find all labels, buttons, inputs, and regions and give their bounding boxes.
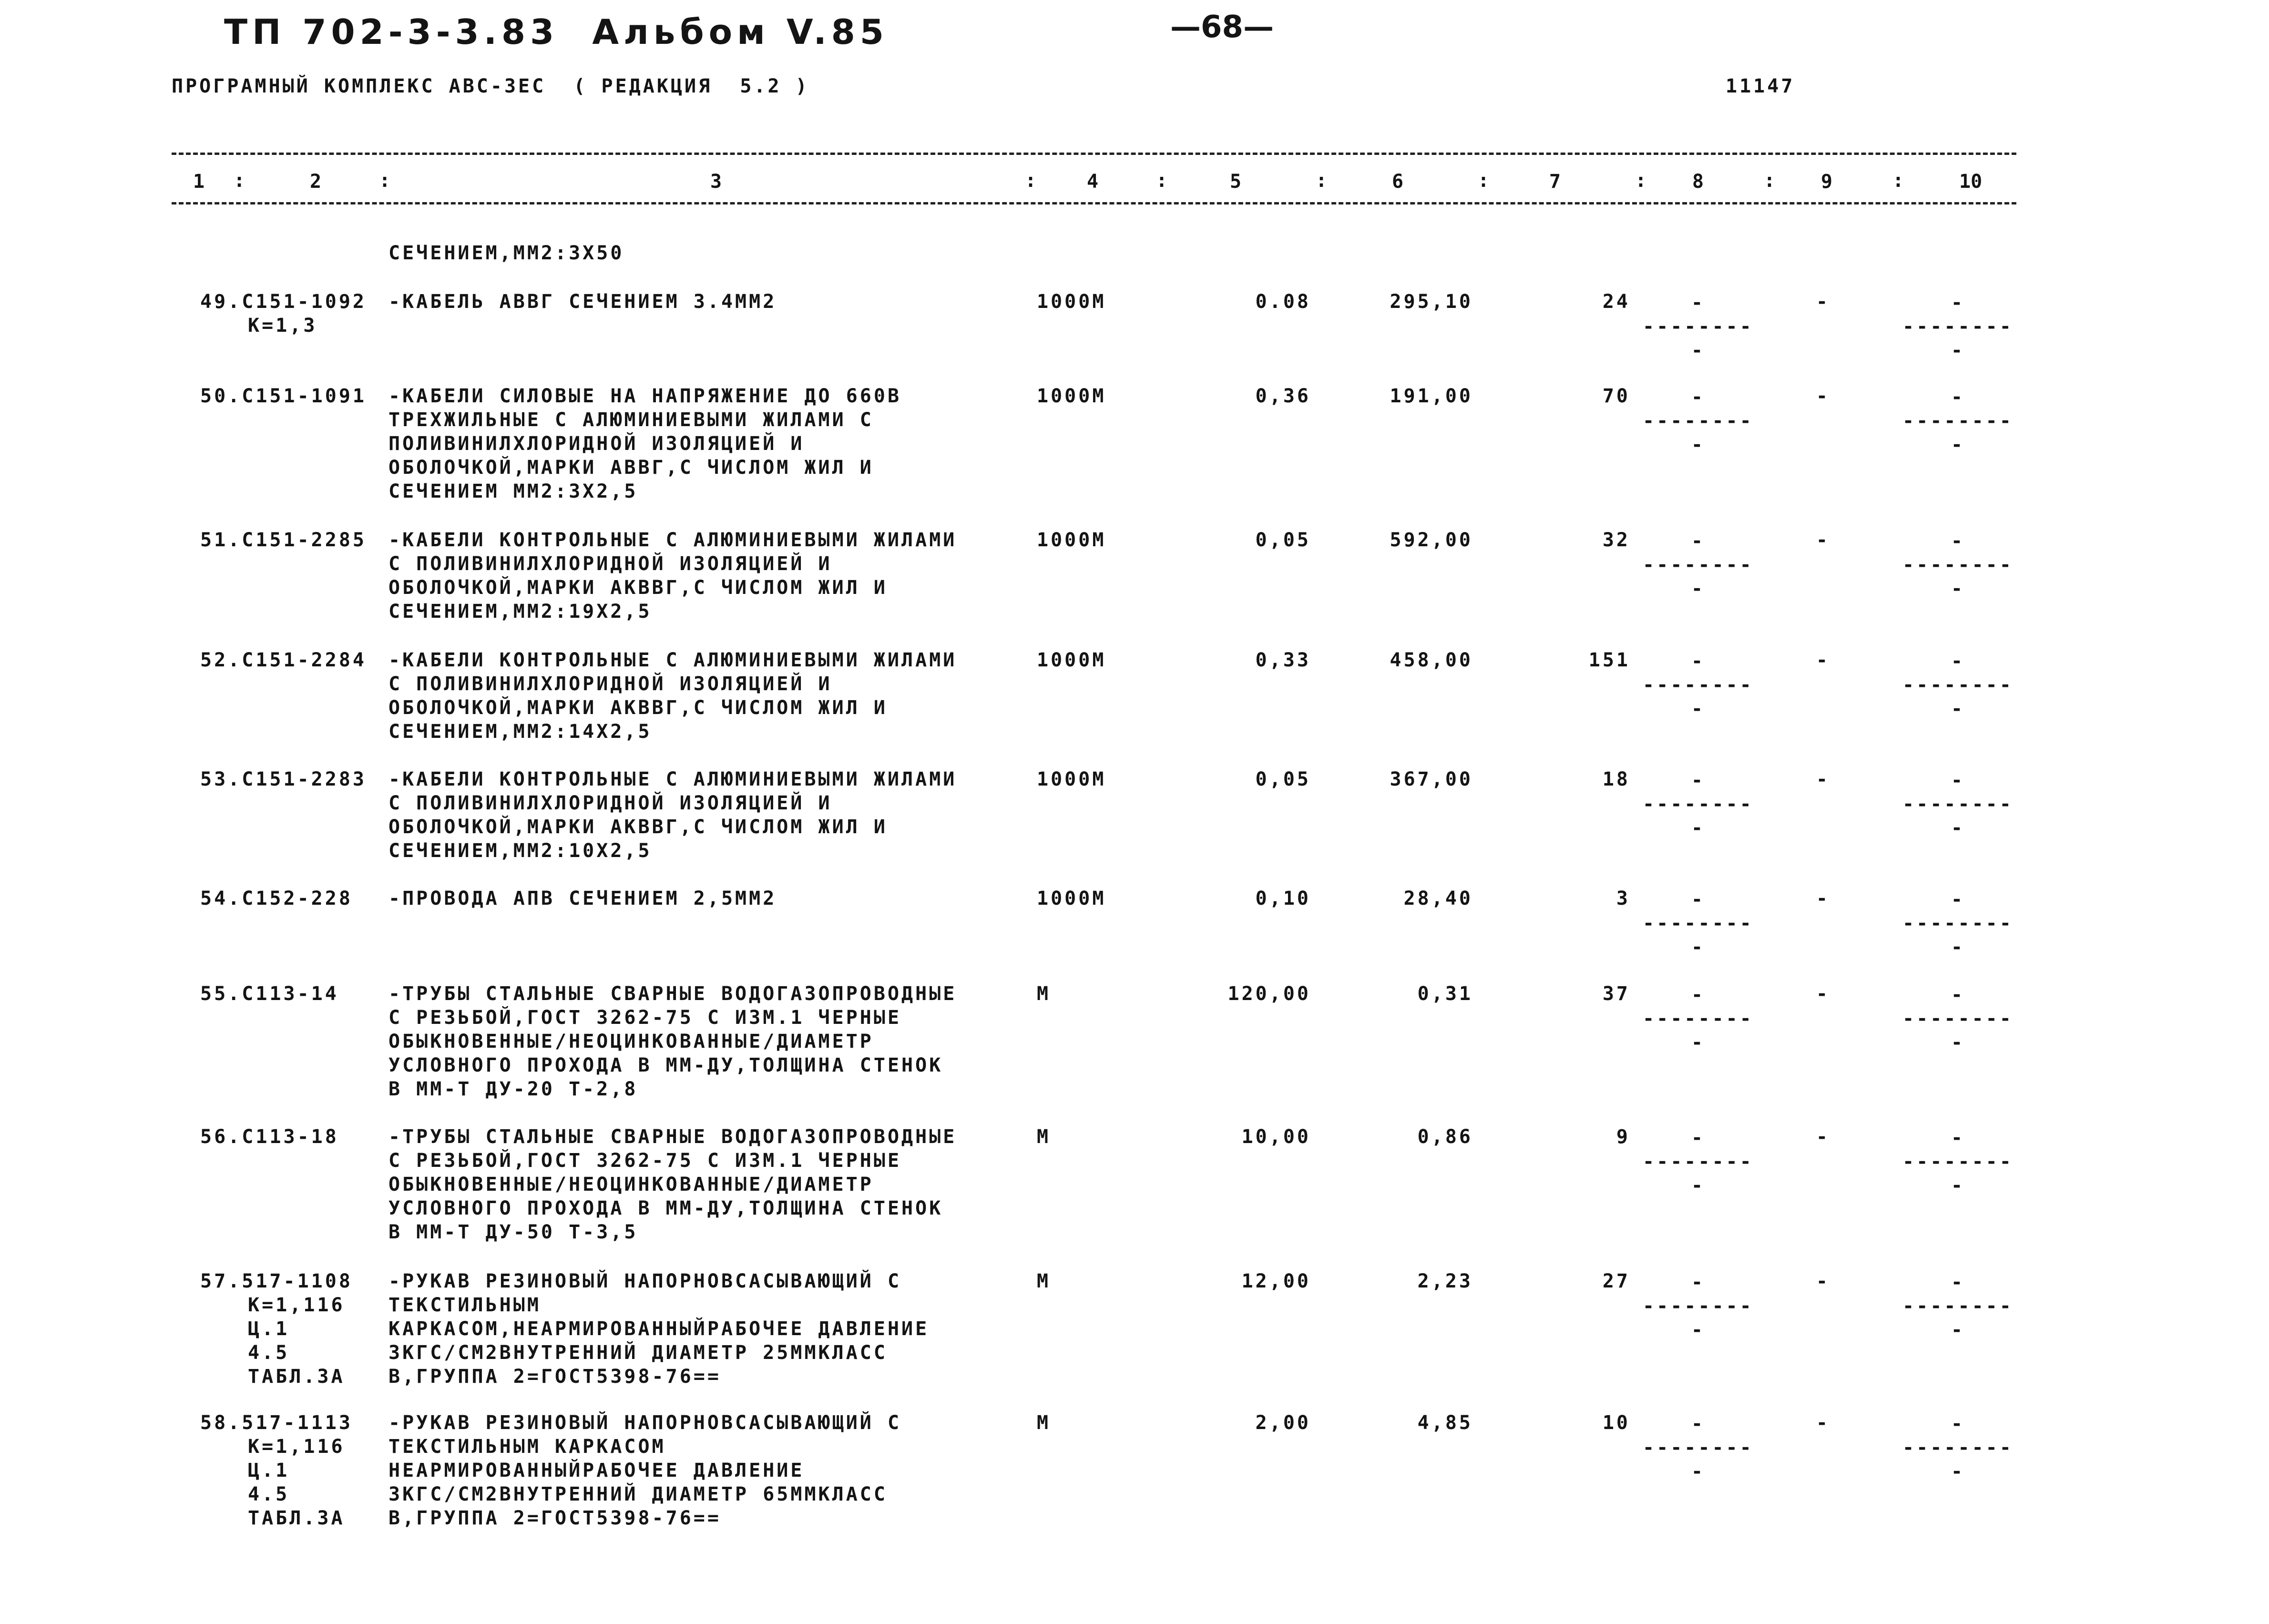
row-description: [388, 649, 957, 745]
description-line: ПОЛИВИНИЛХЛОРИДНОЙ ИЗОЛЯЦИЕЙ И: [388, 433, 805, 455]
fraction-bar: --------: [1902, 1295, 2013, 1317]
unit-cell: 1000М: [1037, 888, 1106, 909]
unit-price-cell: 191,00: [1390, 385, 1473, 407]
description-line: ТЕКСТИЛЬНЫМ: [388, 1294, 541, 1316]
col8-fraction: [1640, 983, 1757, 1054]
unit-price-cell: 367,00: [1390, 768, 1473, 790]
coefficient-line: 4.5: [248, 1342, 290, 1364]
coefficient-line: ТАБЛ.3А: [248, 1507, 345, 1529]
position-code: 54.С152-228: [200, 888, 353, 909]
fraction-bar: --------: [1902, 674, 2013, 696]
description-line: С РЕЗЬБОЙ,ГОСТ 3262-75 С ИЗМ.1 ЧЕРНЫЕ: [388, 1007, 902, 1029]
quantity-cell: 0,33: [1255, 649, 1311, 671]
description-line: НЕАРМИРОВАННЫЙРАБОЧЕЕ ДАВЛЕНИЕ: [388, 1460, 805, 1481]
row-code: [200, 649, 367, 673]
unit-cell: М: [1037, 1270, 1051, 1292]
unit-cell: 1000М: [1037, 529, 1106, 551]
col10-top: -: [1951, 1271, 1965, 1293]
document-number: 11147: [1726, 75, 1795, 97]
col10-top: -: [1951, 292, 1965, 314]
unit-price-cell: 295,10: [1390, 291, 1473, 313]
description-line: КАРКАСОМ,НЕАРМИРОВАННЫЙРАБОЧЕЕ ДАВЛЕНИЕ: [388, 1318, 930, 1340]
description-line: ОБЫКНОВЕННЫЕ/НЕОЦИНКОВАННЫЕ/ДИАМЕТР: [388, 1174, 874, 1195]
coefficient-line: Ц.1: [248, 1460, 290, 1481]
unit-price-cell: 592,00: [1390, 529, 1473, 551]
table-header-rule: [172, 202, 2016, 204]
description-line: -КАБЕЛИ СИЛОВЫЕ НА НАПРЯЖЕНИЕ ДО 660В: [388, 385, 902, 407]
col8-fraction: [1640, 1412, 1757, 1483]
col9-cell: -: [1816, 1126, 1830, 1148]
position-code: 53.С151-2283: [200, 768, 367, 790]
fraction-bar: --------: [1643, 554, 1754, 576]
unit-price-cell: 28,40: [1403, 888, 1473, 909]
description-line: 3КГС/СМ2ВНУТРЕННИЙ ДИАМЕТР 25ММКЛАСС: [388, 1342, 888, 1364]
unit-price-cell: 0,86: [1417, 1126, 1473, 1148]
fraction-bar: --------: [1643, 912, 1754, 934]
unit-cell: М: [1037, 1126, 1051, 1148]
row-description: [388, 888, 777, 911]
column-number: 6: [1392, 171, 1404, 193]
column-number: 8: [1692, 171, 1704, 193]
column-separator: :: [379, 170, 391, 192]
quantity-cell: 120,00: [1227, 983, 1311, 1005]
col9-cell: -: [1816, 529, 1830, 551]
col8-fraction: [1640, 649, 1757, 721]
program-line: ПРОГРАМНЫЙ КОМПЛЕКС АВС-3ЕС ( РЕДАКЦИЯ 5.2 ): [172, 75, 809, 97]
fraction-bar: --------: [1643, 1151, 1754, 1173]
col8-top: -: [1691, 1413, 1706, 1435]
col10-top: -: [1951, 769, 1965, 791]
description-line: -ПРОВОДА АПВ СЕЧЕНИЕМ 2,5ММ2: [388, 888, 777, 909]
unit-price-cell: 0,31: [1417, 983, 1473, 1005]
row-description: [388, 291, 777, 315]
coefficient-line: Ц.1: [248, 1318, 290, 1340]
col10-top: -: [1951, 1413, 1965, 1435]
col10-fraction: [1900, 385, 2016, 457]
fraction-bar: --------: [1902, 1151, 2013, 1173]
col10-fraction: [1900, 649, 2016, 721]
row-description: [388, 768, 957, 864]
fraction-bar: --------: [1643, 316, 1754, 337]
row-code: [200, 291, 367, 338]
description-line: УСЛОВНОГО ПРОХОДА В ММ-ДУ,ТОЛЩИНА СТЕНОК: [388, 1197, 943, 1219]
total-cell: 24: [1602, 291, 1630, 313]
col8-top: -: [1691, 889, 1706, 910]
row-code: [200, 1270, 353, 1389]
unit-price-cell: 2,23: [1417, 1270, 1473, 1292]
col8-bottom: -: [1691, 817, 1706, 839]
description-line: -КАБЕЛИ КОНТРОЛЬНЫЕ С АЛЮМИНИЕВЫМИ ЖИЛАМИ: [388, 649, 957, 671]
coefficient-line: К=1,116: [248, 1436, 345, 1458]
description-line: -КАБЕЛИ КОНТРОЛЬНЫЕ С АЛЮМИНИЕВЫМИ ЖИЛАМИ: [388, 529, 957, 551]
col8-bottom: -: [1691, 434, 1706, 456]
description-line: ОБОЛОЧКОЙ,МАРКИ АВВГ,С ЧИСЛОМ ЖИЛ И: [388, 457, 874, 479]
col10-bottom: -: [1951, 936, 1965, 958]
description-line: СЕЧЕНИЕМ,ММ2:14Х2,5: [388, 721, 652, 743]
description-line: УСЛОВНОГО ПРОХОДА В ММ-ДУ,ТОЛЩИНА СТЕНОК: [388, 1054, 943, 1076]
description-line: ОБЫКНОВЕННЫЕ/НЕОЦИНКОВАННЫЕ/ДИАМЕТР: [388, 1031, 874, 1052]
col9-cell: -: [1816, 649, 1830, 671]
col8-fraction: [1640, 888, 1757, 959]
continuation-line: СЕЧЕНИЕМ,ММ2:3Х50: [388, 242, 624, 264]
coefficient-line: К=1,3: [248, 315, 317, 337]
col8-top: -: [1691, 386, 1706, 408]
row-description: [388, 1126, 957, 1245]
description-line: СЕЧЕНИЕМ,ММ2:19Х2,5: [388, 601, 652, 623]
description-line: С ПОЛИВИНИЛХЛОРИДНОЙ ИЗОЛЯЦИЕЙ И: [388, 673, 832, 695]
col10-fraction: [1900, 768, 2016, 840]
unit-cell: 1000М: [1037, 768, 1106, 790]
col10-top: -: [1951, 386, 1965, 408]
description-line: -РУКАВ РЕЗИНОВЫЙ НАПОРНОВСАСЫВАЮЩИЙ С: [388, 1412, 902, 1434]
col8-top: -: [1691, 530, 1706, 552]
quantity-cell: 0.08: [1255, 291, 1311, 313]
col10-bottom: -: [1951, 578, 1965, 600]
column-number: 1: [193, 171, 205, 193]
fraction-bar: --------: [1643, 410, 1754, 432]
unit-cell: 1000М: [1037, 291, 1106, 313]
column-separator: :: [1892, 170, 1904, 192]
row-code: [200, 1412, 353, 1531]
total-cell: 151: [1588, 649, 1630, 671]
col8-bottom: -: [1691, 1461, 1706, 1482]
description-line: С ПОЛИВИНИЛХЛОРИДНОЙ ИЗОЛЯЦИЕЙ И: [388, 792, 832, 814]
column-separator: :: [1156, 170, 1168, 192]
row-description: [388, 1270, 929, 1389]
row-description: [388, 1412, 901, 1531]
description-line: В ММ-Т ДУ-20 Т-2,8: [388, 1078, 638, 1100]
description-line: -РУКАВ РЕЗИНОВЫЙ НАПОРНОВСАСЫВАЮЩИЙ С: [388, 1270, 902, 1292]
row-code: [200, 888, 353, 911]
album-title: ТП 702-3-3.83 Альбом V.85: [224, 12, 889, 52]
column-separator: :: [1635, 170, 1647, 192]
description-line: В,ГРУППА 2=ГОСТ5398-76==: [388, 1507, 721, 1529]
unit-cell: 1000М: [1037, 385, 1106, 407]
column-number: 10: [1959, 171, 1983, 193]
col9-cell: -: [1816, 291, 1830, 313]
description-line: С ПОЛИВИНИЛХЛОРИДНОЙ ИЗОЛЯЦИЕЙ И: [388, 553, 832, 575]
position-code: 50.С151-1091: [200, 385, 367, 407]
description-line: ОБОЛОЧКОЙ,МАРКИ АКВВГ,С ЧИСЛОМ ЖИЛ И: [388, 577, 888, 599]
col8-top: -: [1691, 1271, 1706, 1293]
col10-bottom: -: [1951, 1175, 1965, 1196]
description-line: -ТРУБЫ СТАЛЬНЫЕ СВАРНЫЕ ВОДОГАЗОПРОВОДНЫЕ: [388, 1126, 957, 1148]
col8-fraction: [1640, 1270, 1757, 1342]
col9-cell: -: [1816, 1270, 1830, 1292]
row-code: [200, 1126, 339, 1150]
column-separator: :: [1478, 170, 1490, 192]
position-code: 51.С151-2285: [200, 529, 367, 551]
row-code: [200, 385, 367, 409]
description-line: В ММ-Т ДУ-50 Т-3,5: [388, 1221, 638, 1243]
column-number: 9: [1821, 171, 1833, 193]
description-line: 3КГС/СМ2ВНУТРЕННИЙ ДИАМЕТР 65ММКЛАСС: [388, 1483, 888, 1505]
description-line: ТЕКСТИЛЬНЫМ КАРКАСОМ: [388, 1436, 666, 1458]
col8-top: -: [1691, 984, 1706, 1006]
col8-bottom: -: [1691, 1032, 1706, 1053]
col10-bottom: -: [1951, 817, 1965, 839]
column-separator: :: [1316, 170, 1328, 192]
col8-top: -: [1691, 1127, 1706, 1149]
col10-bottom: -: [1951, 1032, 1965, 1053]
total-cell: 27: [1602, 1270, 1630, 1292]
fraction-bar: --------: [1902, 793, 2013, 815]
unit-price-cell: 4,85: [1417, 1412, 1473, 1434]
description-line: -ТРУБЫ СТАЛЬНЫЕ СВАРНЫЕ ВОДОГАЗОПРОВОДНЫЕ: [388, 983, 957, 1005]
col10-fraction: [1900, 1270, 2016, 1342]
quantity-cell: 2,00: [1255, 1412, 1311, 1434]
description-line: -КАБЕЛИ КОНТРОЛЬНЫЕ С АЛЮМИНИЕВЫМИ ЖИЛАМИ: [388, 768, 957, 790]
coefficient-line: ТАБЛ.3А: [248, 1366, 345, 1388]
quantity-cell: 0,05: [1255, 529, 1311, 551]
col9-cell: -: [1816, 385, 1830, 407]
column-number: 3: [710, 171, 722, 193]
col10-top: -: [1951, 889, 1965, 910]
col10-bottom: -: [1951, 698, 1965, 720]
col8-fraction: [1640, 291, 1757, 362]
col10-fraction: [1900, 1126, 2016, 1197]
col10-bottom: -: [1951, 339, 1965, 361]
column-number: 5: [1230, 171, 1242, 193]
total-cell: 10: [1602, 1412, 1630, 1434]
fraction-bar: --------: [1643, 1295, 1754, 1317]
description-line: -КАБЕЛЬ АВВГ СЕЧЕНИЕМ 3.4ММ2: [388, 291, 777, 313]
col10-top: -: [1951, 984, 1965, 1006]
col10-bottom: -: [1951, 1461, 1965, 1482]
total-cell: 32: [1602, 529, 1630, 551]
quantity-cell: 12,00: [1241, 1270, 1311, 1292]
col9-cell: -: [1816, 768, 1830, 790]
col10-fraction: [1900, 291, 2016, 362]
column-number: 2: [310, 171, 322, 193]
description-line: В,ГРУППА 2=ГОСТ5398-76==: [388, 1366, 721, 1388]
total-cell: 70: [1602, 385, 1630, 407]
fraction-bar: --------: [1902, 316, 2013, 337]
total-cell: 9: [1616, 1126, 1630, 1148]
page-number: —68—: [1170, 10, 1274, 45]
description-line: СЕЧЕНИЕМ ММ2:3Х2,5: [388, 480, 638, 502]
column-separator: :: [1764, 170, 1776, 192]
row-description: [388, 385, 901, 504]
col8-bottom: -: [1691, 1175, 1706, 1196]
row-description: [388, 529, 957, 624]
position-code: 56.С113-18: [200, 1126, 339, 1148]
position-code: 52.С151-2284: [200, 649, 367, 671]
fraction-bar: --------: [1902, 554, 2013, 576]
row-code: [200, 768, 367, 792]
quantity-cell: 0,10: [1255, 888, 1311, 909]
col8-fraction: [1640, 768, 1757, 840]
col9-cell: -: [1816, 888, 1830, 909]
description-line: ОБОЛОЧКОЙ,МАРКИ АКВВГ,С ЧИСЛОМ ЖИЛ И: [388, 697, 888, 719]
fraction-bar: --------: [1902, 410, 2013, 432]
col10-fraction: [1900, 529, 2016, 601]
fraction-bar: --------: [1902, 1008, 2013, 1030]
fraction-bar: --------: [1902, 912, 2013, 934]
col9-cell: -: [1816, 983, 1830, 1005]
col10-top: -: [1951, 530, 1965, 552]
col9-cell: -: [1816, 1412, 1830, 1434]
column-separator: :: [234, 170, 245, 192]
unit-price-cell: 458,00: [1390, 649, 1473, 671]
coefficient-line: К=1,116: [248, 1294, 345, 1316]
row-description: [388, 983, 957, 1102]
position-code: 58.517-1113: [200, 1412, 353, 1434]
coefficient-line: 4.5: [248, 1483, 290, 1505]
col8-fraction: [1640, 1126, 1757, 1197]
fraction-bar: --------: [1902, 1437, 2013, 1459]
fraction-bar: --------: [1643, 1437, 1754, 1459]
unit-cell: М: [1037, 983, 1051, 1005]
description-line: С РЕЗЬБОЙ,ГОСТ 3262-75 С ИЗМ.1 ЧЕРНЫЕ: [388, 1150, 902, 1172]
col10-top: -: [1951, 1127, 1965, 1149]
description-line: СЕЧЕНИЕМ,ММ2:10Х2,5: [388, 840, 652, 862]
col10-bottom: -: [1951, 434, 1965, 456]
col8-bottom: -: [1691, 1319, 1706, 1341]
col8-top: -: [1691, 292, 1706, 314]
col8-fraction: [1640, 385, 1757, 457]
position-code: 57.517-1108: [200, 1270, 353, 1292]
row-code: [200, 983, 339, 1007]
position-code: 49.С151-1092: [200, 291, 367, 313]
total-cell: 18: [1602, 768, 1630, 790]
col10-fraction: [1900, 888, 2016, 959]
table-top-rule: [172, 153, 2016, 155]
col8-fraction: [1640, 529, 1757, 601]
col10-fraction: [1900, 983, 2016, 1054]
unit-cell: М: [1037, 1412, 1051, 1434]
fraction-bar: --------: [1643, 1008, 1754, 1030]
quantity-cell: 0,36: [1255, 385, 1311, 407]
column-number: 7: [1549, 171, 1561, 193]
col8-top: -: [1691, 650, 1706, 672]
description-line: ТРЕХЖИЛЬНЫЕ С АЛЮМИНИЕВЫМИ ЖИЛАМИ С: [388, 409, 874, 431]
position-code: 55.С113-14: [200, 983, 339, 1005]
col8-bottom: -: [1691, 339, 1706, 361]
quantity-cell: 10,00: [1241, 1126, 1311, 1148]
col10-fraction: [1900, 1412, 2016, 1483]
col8-top: -: [1691, 769, 1706, 791]
col10-top: -: [1951, 650, 1965, 672]
row-code: [200, 529, 367, 553]
col8-bottom: -: [1691, 936, 1706, 958]
quantity-cell: 0,05: [1255, 768, 1311, 790]
total-cell: 37: [1602, 983, 1630, 1005]
fraction-bar: --------: [1643, 793, 1754, 815]
column-number: 4: [1087, 171, 1099, 193]
fraction-bar: --------: [1643, 674, 1754, 696]
unit-cell: 1000М: [1037, 649, 1106, 671]
total-cell: 3: [1616, 888, 1630, 909]
col8-bottom: -: [1691, 698, 1706, 720]
column-separator: :: [1025, 170, 1037, 192]
col8-bottom: -: [1691, 578, 1706, 600]
col10-bottom: -: [1951, 1319, 1965, 1341]
description-line: ОБОЛОЧКОЙ,МАРКИ АКВВГ,С ЧИСЛОМ ЖИЛ И: [388, 816, 888, 838]
